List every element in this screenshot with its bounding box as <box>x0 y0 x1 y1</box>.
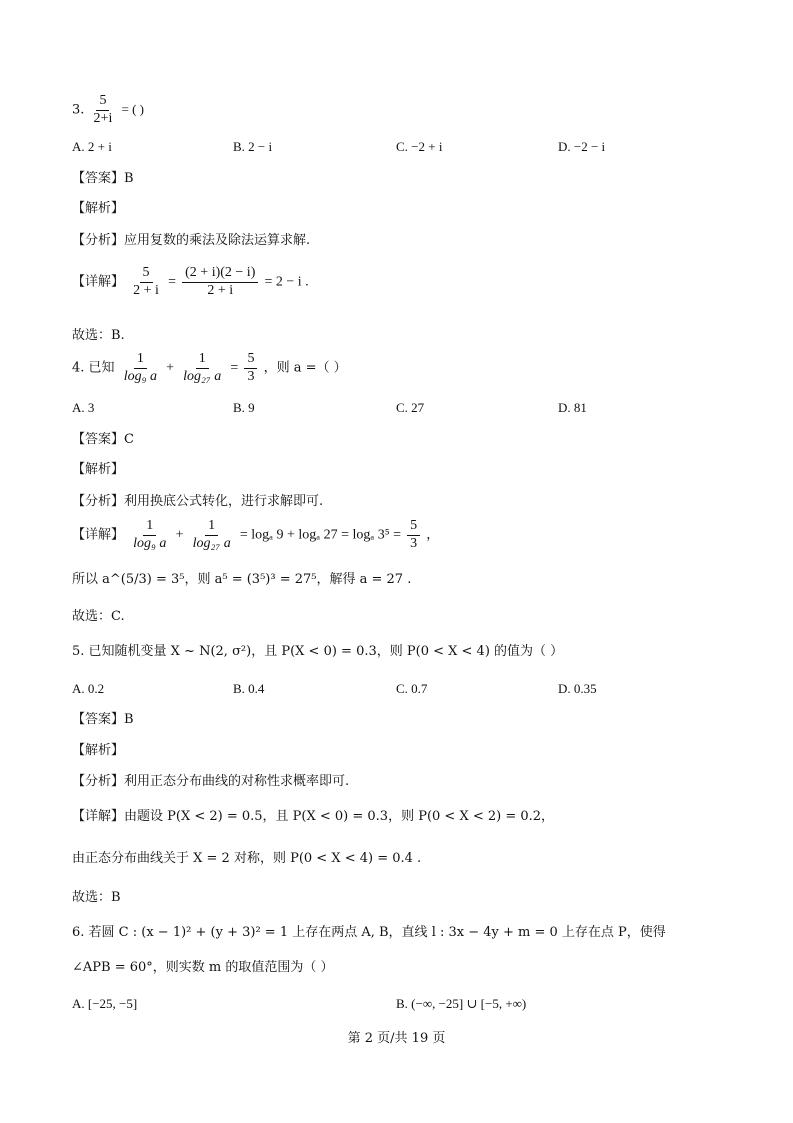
q3-detail-frac1-den: 2 + i <box>133 282 159 298</box>
q4-detail-frac1-num: 1 <box>143 519 156 536</box>
q5-detail2: 由正态分布曲线关于 X = 2 对称，则 P(0 < X < 4) = 0.4 . <box>72 851 422 866</box>
q5-option-b: B. 0.4 <box>233 681 265 696</box>
q3-detail-frac2-num: (2 + i)(2 − i) <box>182 266 258 283</box>
q3-tail: = ( ) <box>121 101 144 117</box>
q3-detail-frac1 <box>130 266 162 298</box>
q4-analysis: 【分析】利用换底公式转化，进行求解即可. <box>72 494 324 509</box>
q4-detail-rhs-num: 5 <box>407 519 420 536</box>
q4-option-c: C. 27 <box>396 400 425 415</box>
q4-number: 4. 已知 <box>72 360 115 376</box>
q4-detail-end: ， <box>426 527 440 543</box>
q6-option-a: A. [−25, −5] <box>72 996 138 1011</box>
q5-analysis-head: 【解析】 <box>72 743 125 758</box>
q4-option-b: B. 9 <box>233 400 255 415</box>
q5-analysis: 【分析】利用正态分布曲线的对称性求概率即可. <box>72 774 350 789</box>
q3-option-d: D. −2 − i <box>558 139 606 154</box>
q4-tail: ，则 a =（ ） <box>263 360 347 376</box>
q3-detail-frac1-num: 5 <box>140 266 153 283</box>
q5-option-d: D. 0.35 <box>558 681 597 696</box>
q6-option-b: B. (−∞, −25] ∪ [−5, +∞) <box>396 996 527 1011</box>
q3-number: 3. <box>72 102 85 118</box>
q4-detail-frac1-den: log₉ a <box>133 535 167 551</box>
q4-detail-frac1 <box>130 519 169 551</box>
q6-stem-line2: ∠APB = 60°，则实数 m 的取值范围为（ ） <box>72 960 334 975</box>
q4-detail-label: 【详解】 <box>72 527 125 543</box>
q3-frac-den: 2+i <box>93 110 113 126</box>
q3-detail-tail: = 2 − i . <box>264 274 309 290</box>
q5-stem: 5. 已知随机变量 X ~ N(2, σ²)，且 P(X < 0) = 0.3，则 P(0 < X < 4) 的值为（ ） <box>72 644 564 659</box>
q4-detail-rhs <box>407 519 420 551</box>
q3-fraction <box>91 94 116 126</box>
q3-detail-label: 【详解】 <box>72 274 125 290</box>
q4-rhs-num: 5 <box>244 352 257 369</box>
q4-detail: 【详解】 $\frac{1}{\text{log₉ a}}$ + $\frac{1}{\text{log₂₇ a}}$ = logₐ 9 + logₐ 27 = logₐ 3⁵ = $\frac{5}{3}$ ， <box>72 518 440 551</box>
q3-option-a: A. 2 + i <box>72 139 112 154</box>
q4-frac2-num: 1 <box>196 352 209 369</box>
q4-detail-mid: = logₐ 9 + logₐ 27 = logₐ 3⁵ = <box>239 527 401 543</box>
q4-frac1-den: log₉ a <box>123 368 157 384</box>
q3-analysis: 【分析】应用复数的乘法及除法运算求解. <box>72 233 311 248</box>
q3-analysis-head: 【解析】 <box>72 201 125 216</box>
q4-choice: 故选：C. <box>72 609 125 624</box>
q5-option-c: C. 0.7 <box>396 681 428 696</box>
q4-detail-frac2 <box>190 519 234 551</box>
q3-frac-num: 5 <box>96 94 109 111</box>
q4-answer: 【答案】C <box>72 432 134 447</box>
q3-option-c: C. −2 + i <box>396 139 443 154</box>
q3-stem <box>72 94 144 126</box>
q5-option-a: A. 0.2 <box>72 681 105 696</box>
q3-detail: 【详解】 $\frac{5}{2 + i}$ = $\frac{(2 + i)(2 - i)}{2 + i}$ = 2 − i . <box>72 265 309 298</box>
q3-option-b: B. 2 − i <box>233 139 273 154</box>
q4-detail-frac2-den: log₂₇ a <box>192 535 231 551</box>
q4-stem: 4. 已知 $\frac{1}{\text{log₉ a}}$ + $\frac{1}{\text{log₂₇ a}}$ = $\frac{5}{3}$ ，则 a =（ ） <box>72 351 347 384</box>
q4-frac1 <box>121 352 160 384</box>
q5-answer: 【答案】B <box>72 712 134 727</box>
q4-analysis-head: 【解析】 <box>72 462 125 477</box>
q3-answer: 【答案】B <box>72 171 134 186</box>
q3-detail-frac2-den: 2 + i <box>207 282 234 298</box>
q3-choice: 故选：B. <box>72 328 125 343</box>
q6-stem-line1: 6. 若圆 C : (x − 1)² + (y + 3)² = 1 上存在两点 A, B，直线 l : 3x − 4y + m = 0 上存在点 P，使得 <box>72 925 666 940</box>
q4-rhs-den: 3 <box>247 368 255 384</box>
q4-detail-rhs-den: 3 <box>410 535 418 551</box>
q4-rhs <box>244 352 257 384</box>
q3-detail-frac2 <box>182 266 258 298</box>
page-footer: 第 2 页/共 19 页 <box>347 1031 446 1046</box>
q5-choice: 故选：B <box>72 890 121 905</box>
q4-frac2 <box>180 352 224 384</box>
q5-detail: 【详解】由题设 P(X < 2) = 0.5，且 P(X < 0) = 0.3，则 P(0 < X < 2) = 0.2， <box>72 809 555 824</box>
q4-line2: 所以 a^(5/3) = 3⁵，则 a⁵ = (3⁵)³ = 27⁵，解得 a = 27 . <box>72 572 412 587</box>
q4-detail-frac2-num: 1 <box>205 519 218 536</box>
q4-frac1-num: 1 <box>134 352 147 369</box>
q4-option-d: D. 81 <box>558 400 587 415</box>
q4-frac2-den: log₂₇ a <box>183 368 222 384</box>
q4-option-a: A. 3 <box>72 400 95 415</box>
